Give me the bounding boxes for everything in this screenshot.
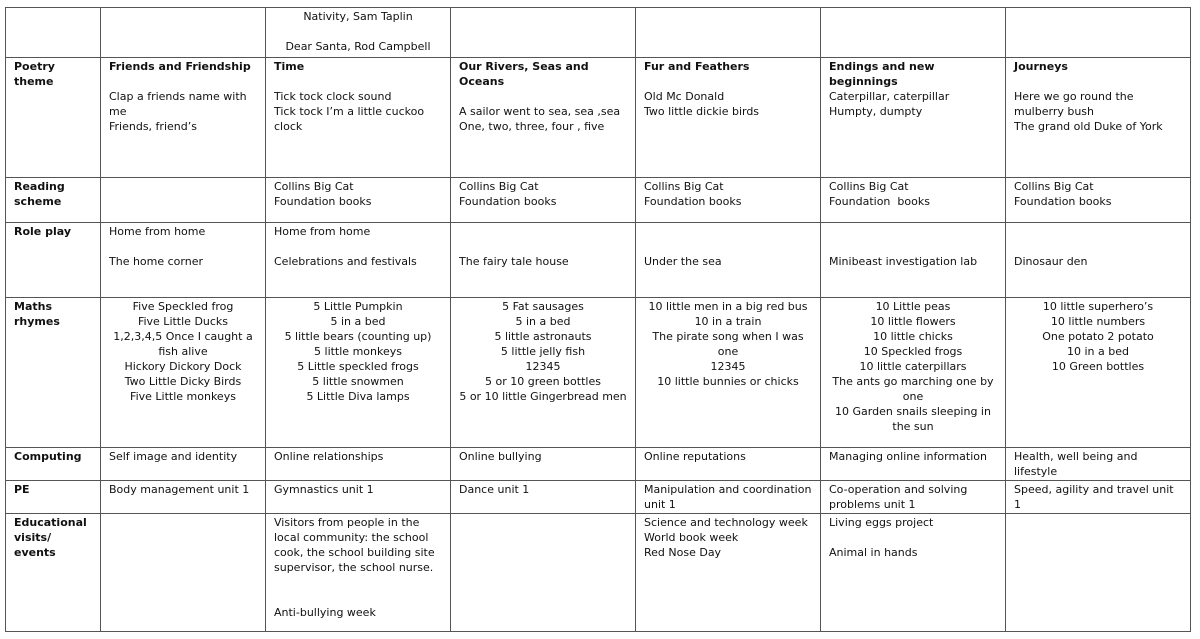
reading-endings-cell (821, 178, 1006, 223)
maths-friends-line: Hickory Dickory Dock (124, 360, 242, 373)
maths-endings-line: 10 Garden snails sleeping in the sun (835, 405, 995, 433)
maths-rivers-cell (451, 298, 636, 448)
computing-endings-cell: Managing online information (821, 448, 1006, 481)
computing-friends-cell: Self image and identity (101, 448, 266, 481)
reading-friends-cell (101, 178, 266, 223)
poetry-label: Poetry theme (6, 58, 101, 178)
maths-fur-line: 10 little bunnies or chicks (657, 375, 799, 388)
roleplay-friends-line-1: Home from home (109, 225, 206, 238)
curriculum-table (5, 7, 1191, 632)
reading-rivers-text: Collins Big Cat Foundation books (459, 180, 557, 208)
top-friends-cell (101, 8, 266, 58)
maths-time-line: 5 little monkeys (314, 345, 402, 358)
roleplay-label: Role play (6, 223, 101, 298)
maths-fur-line: 10 little men in a big red bus (648, 300, 808, 313)
reading-label: Reading scheme (6, 178, 101, 223)
maths-journeys-line: One potato 2 potato (1042, 330, 1154, 343)
visits-time-line-3: Anti-bullying week (274, 606, 376, 619)
maths-row (6, 298, 1191, 448)
maths-fur-line: 12345 (710, 360, 746, 373)
roleplay-time-cell (266, 223, 451, 298)
reading-journeys-text: Collins Big Cat Foundation books (1014, 180, 1112, 208)
maths-friends-line: 1,2,3,4,5 Once I caught a fish alive (113, 330, 257, 358)
computing-fur-cell: Online reputations (636, 448, 821, 481)
maths-endings-line: 10 little caterpillars (859, 360, 967, 373)
reading-fur-cell (636, 178, 821, 223)
poetry-friends-title: Friends and Friendship (109, 60, 251, 73)
pe-label: PE (6, 481, 101, 514)
pe-friends-cell: Body management unit 1 (101, 481, 266, 514)
maths-friends-line: Five Speckled frog (132, 300, 234, 313)
poetry-fur-title: Fur and Feathers (644, 60, 750, 73)
poetry-fur-line-1: Old Mc Donald (644, 90, 725, 103)
top-time-cell (266, 8, 451, 58)
maths-endings-cell (821, 298, 1006, 448)
top-endings-cell (821, 8, 1006, 58)
poetry-endings-title: Endings and new beginnings (829, 60, 939, 88)
reading-time-text: Collins Big Cat Foundation books (274, 180, 372, 208)
roleplay-rivers-cell (451, 223, 636, 298)
poetry-journeys-title: Journeys (1014, 60, 1068, 73)
reading-rivers-cell (451, 178, 636, 223)
computing-time-cell: Online relationships (266, 448, 451, 481)
roleplay-journeys-text: Dinosaur den (1014, 255, 1088, 268)
reading-endings-text: Collins Big Cat Foundation books (829, 180, 930, 208)
poetry-journeys-cell (1006, 58, 1191, 178)
maths-endings-line: 10 little flowers (870, 315, 956, 328)
maths-time-line: 5 little bears (counting up) (284, 330, 432, 343)
top-rivers-cell (451, 8, 636, 58)
visits-endings-line-1: Living eggs project (829, 516, 934, 529)
pe-journeys-cell: Speed, agility and travel unit 1 (1006, 481, 1191, 514)
top-fur-cell (636, 8, 821, 58)
maths-rivers-line: 5 in a bed (515, 315, 571, 328)
roleplay-rivers-text: The fairy tale house (459, 255, 569, 268)
top-time-line-3: Dear Santa, Rod Campbell (285, 40, 431, 53)
pe-fur-cell: Manipulation and coordination unit 1 (636, 481, 821, 514)
poetry-friends-line-1: Clap a friends name with me (109, 90, 251, 118)
computing-label: Computing (6, 448, 101, 481)
roleplay-endings-text: Minibeast investigation lab (829, 255, 978, 268)
visits-time-cell (266, 514, 451, 632)
visits-row (6, 514, 1191, 632)
maths-time-line: 5 in a bed (330, 315, 386, 328)
poetry-time-line-2: Tick tock I’m a little cuckoo clock (274, 105, 428, 133)
maths-fur-line: The pirate song when I was one (652, 330, 808, 358)
maths-label: Maths rhymes (6, 298, 101, 448)
maths-fur-cell (636, 298, 821, 448)
top-row (6, 8, 1191, 58)
reading-row (6, 178, 1191, 223)
computing-row (6, 448, 1191, 481)
poetry-fur-line-2: Two little dickie birds (644, 105, 760, 118)
maths-time-line: 5 Little speckled frogs (297, 360, 419, 373)
visits-fur-line: Red Nose Day (644, 546, 722, 559)
maths-rivers-line: 5 little astronauts (494, 330, 592, 343)
poetry-rivers-line-2: One, two, three, four , five (459, 120, 605, 133)
roleplay-row (6, 223, 1191, 298)
maths-journeys-line: 10 in a bed (1067, 345, 1129, 358)
computing-rivers-cell: Online bullying (451, 448, 636, 481)
poetry-fur-cell (636, 58, 821, 178)
maths-time-line: 5 Little Pumpkin (313, 300, 403, 313)
roleplay-endings-cell (821, 223, 1006, 298)
roleplay-journeys-cell (1006, 223, 1191, 298)
maths-friends-line: Five Little Ducks (137, 315, 229, 328)
poetry-time-line-1: Tick tock clock sound (274, 90, 392, 103)
maths-friends-cell (101, 298, 266, 448)
maths-time-cell (266, 298, 451, 448)
top-time-line-1: Nativity, Sam Taplin (303, 10, 413, 23)
roleplay-friends-line-3: The home corner (109, 255, 204, 268)
roleplay-time-line-1: Home from home (274, 225, 371, 238)
poetry-endings-cell (821, 58, 1006, 178)
pe-row (6, 481, 1191, 514)
roleplay-fur-text: Under the sea (644, 255, 722, 268)
top-journeys-cell (1006, 8, 1191, 58)
poetry-friends-line-2: Friends, friend’s (109, 120, 197, 133)
maths-journeys-line: 10 little superhero’s (1042, 300, 1154, 313)
reading-fur-text: Collins Big Cat Foundation books (644, 180, 742, 208)
poetry-row (6, 58, 1191, 178)
reading-time-cell (266, 178, 451, 223)
maths-rivers-line: 5 or 10 green bottles (485, 375, 601, 388)
maths-journeys-line: 10 little numbers (1050, 315, 1146, 328)
poetry-time-title: Time (274, 60, 305, 73)
visits-rivers-cell (451, 514, 636, 632)
roleplay-fur-cell (636, 223, 821, 298)
poetry-rivers-title: Our Rivers, Seas and Oceans (459, 60, 593, 88)
maths-rivers-line: 5 little jelly fish (500, 345, 586, 358)
visits-endings-cell (821, 514, 1006, 632)
maths-friends-line: Five Little monkeys (130, 390, 236, 403)
roleplay-time-line-3: Celebrations and festivals (274, 255, 417, 268)
maths-time-line: 5 Little Diva lamps (306, 390, 410, 403)
maths-endings-line: 10 Little peas (875, 300, 951, 313)
pe-endings-cell: Co-operation and solving problems unit 1 (821, 481, 1006, 514)
maths-journeys-cell (1006, 298, 1191, 448)
poetry-rivers-line-1: A sailor went to sea, sea ,sea (459, 105, 621, 118)
reading-journeys-cell (1006, 178, 1191, 223)
visits-fur-line: World book week (644, 531, 739, 544)
maths-friends-line: Two Little Dicky Birds (124, 375, 242, 388)
visits-fur-line: Science and technology week (644, 516, 808, 529)
maths-endings-line: 10 Speckled frogs (863, 345, 963, 358)
maths-rivers-line: 5 Fat sausages (502, 300, 584, 313)
poetry-journeys-line-2: The grand old Duke of York (1014, 120, 1163, 133)
maths-fur-line: 10 in a train (694, 315, 762, 328)
maths-endings-line: The ants go marching one by one (832, 375, 998, 403)
visits-time-line-1: Visitors from people in the local community: the school cook, the school building site supervisor, the school nurse. (274, 516, 439, 574)
poetry-rivers-cell (451, 58, 636, 178)
maths-journeys-line: 10 Green bottles (1051, 360, 1145, 373)
poetry-friends-cell (101, 58, 266, 178)
top-label-cell (6, 8, 101, 58)
poetry-endings-line-1: Caterpillar, caterpillar (829, 90, 950, 103)
pe-time-cell: Gymnastics unit 1 (266, 481, 451, 514)
visits-label: Educational visits/ events (6, 514, 101, 632)
computing-journeys-cell: Health, well being and lifestyle (1006, 448, 1191, 481)
roleplay-friends-cell (101, 223, 266, 298)
poetry-time-cell (266, 58, 451, 178)
maths-rivers-line: 5 or 10 little Gingerbread men (459, 390, 627, 403)
maths-time-line: 5 little snowmen (312, 375, 404, 388)
poetry-journeys-line-1: Here we go round the mulberry bush (1014, 90, 1138, 118)
pe-rivers-cell: Dance unit 1 (451, 481, 636, 514)
visits-journeys-cell (1006, 514, 1191, 632)
visits-friends-cell (101, 514, 266, 632)
visits-endings-line-3: Animal in hands (829, 546, 918, 559)
maths-endings-line: 10 little chicks (873, 330, 953, 343)
visits-fur-cell (636, 514, 821, 632)
poetry-endings-line-2: Humpty, dumpty (829, 105, 923, 118)
maths-rivers-line: 12345 (525, 360, 561, 373)
